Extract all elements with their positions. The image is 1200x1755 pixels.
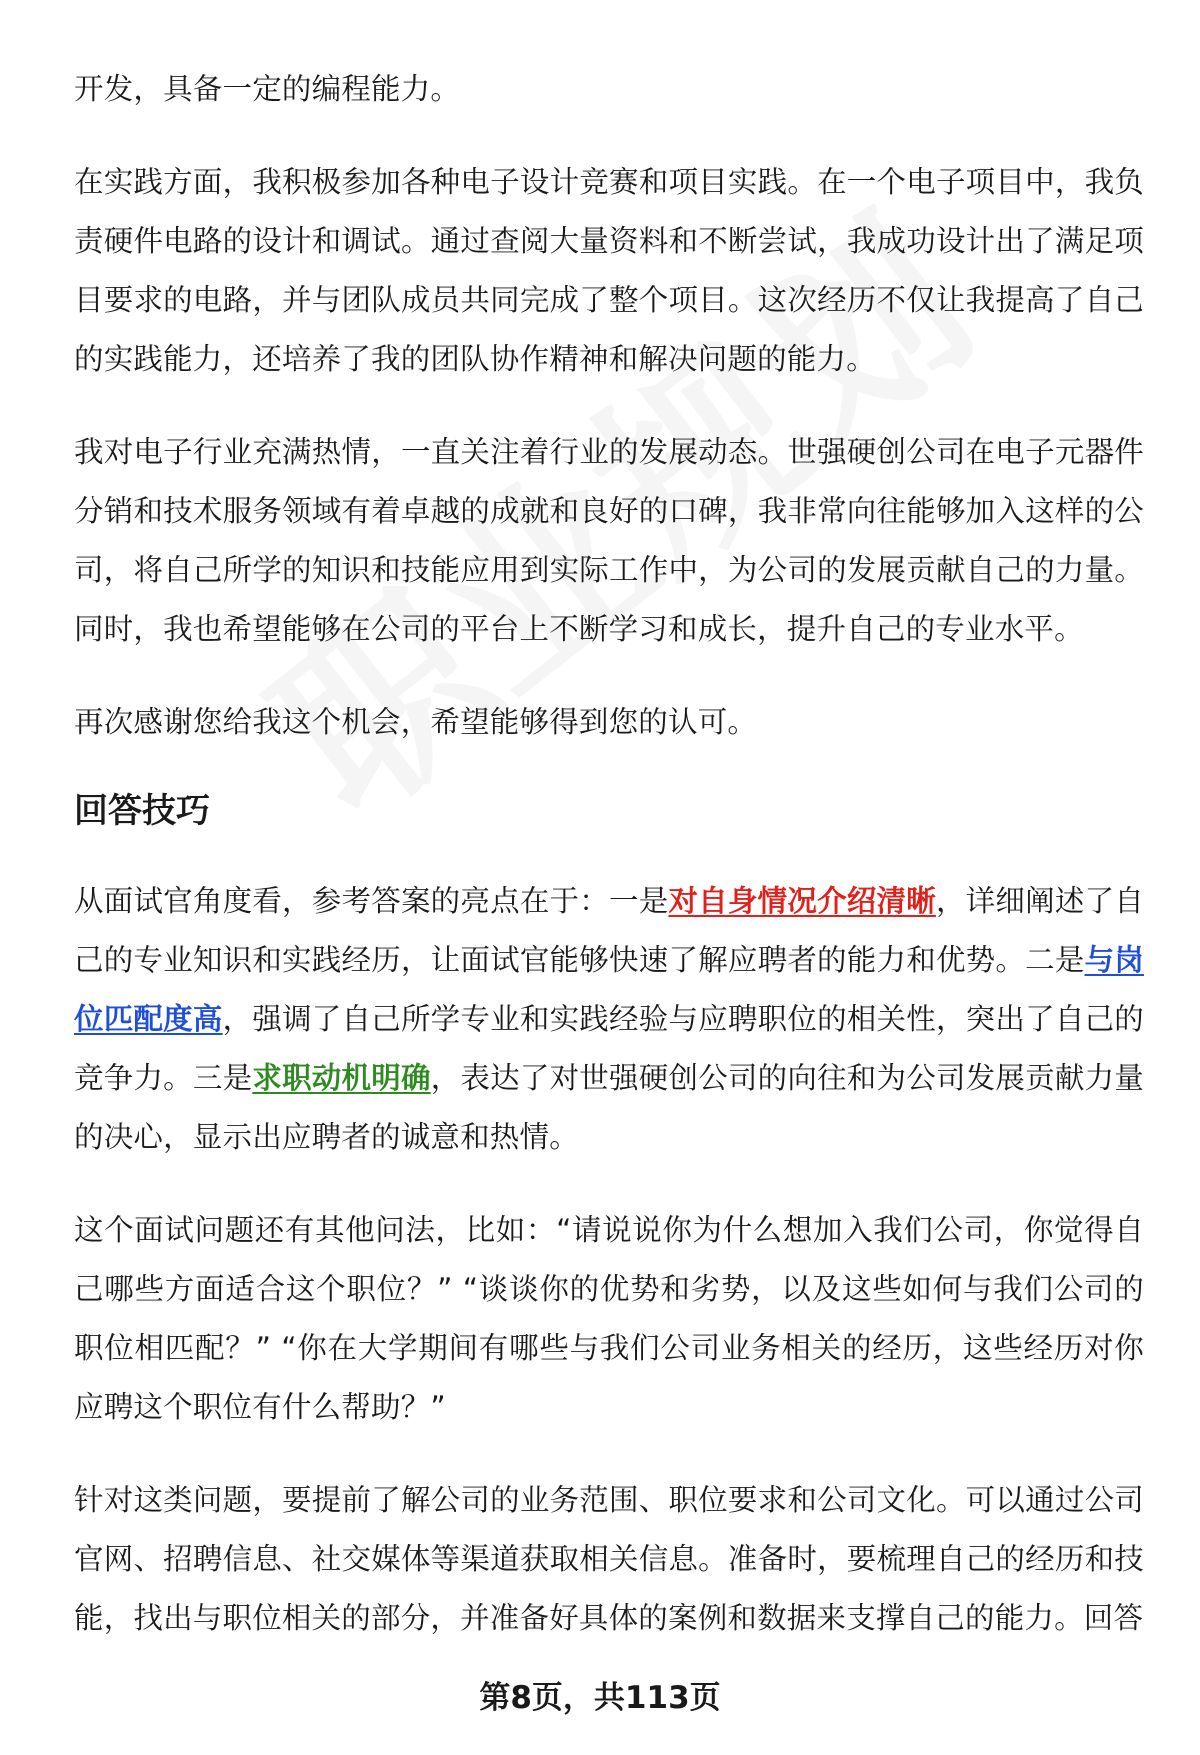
tips-paragraph — [74, 872, 1144, 1167]
tips-text-2: ，详细阐述了自己的专业知识和实践经历，让面试官能够快速了解应聘者的能力和优势。二是 — [74, 884, 1144, 977]
section-heading: 回答技巧 — [74, 791, 210, 831]
paragraph-4: 再次感谢您给我这个机会，希望能够得到您的认可。 — [74, 705, 758, 739]
highlight-green: 求职动机明确 — [252, 1061, 431, 1095]
paragraph-1: 开发，具备一定的编程能力。 — [74, 72, 461, 106]
paragraph-2: 在实践方面，我积极参加各种电子设计竞赛和项目实践。在一个电子项目中，我负责硬件电路的设计和调试。通过查阅大量资料和不断尝试，我成功设计出了满足项目要求的电路，并与团队成员共同完成了整个项目。这次经历不仅让我提高了自己的实践能力，还培养了我的团队协作精神和解决问题的能力。 — [74, 165, 1144, 376]
page-number-footer: 第8页，共113页 — [479, 1680, 721, 1716]
paragraph-alt-questions: 这个面试问题还有其他问法，比如：“请说说你为什么想加入我们公司，你觉得自己哪些方面适合这个职位？” “谈谈你的优势和劣势，以及这些如何与我们公司的职位相匹配？” “你在大学期间有哪些与我们公司业务相关的经历，这些经历对你应聘这个职位有什么帮助？” — [74, 1213, 1144, 1424]
tips-text-1: 从面试官角度看，参考答案的亮点在于：一是 — [74, 884, 669, 918]
paragraph-preparation: 针对这类问题，要提前了解公司的业务范围、职位要求和公司文化。可以通过公司官网、招聘信息、社交媒体等渠道获取相关信息。准备时，要梳理自己的经历和技能，找出与职位相关的部分，并准备好具体的案例和数据来支撑自己的能力。回答 — [74, 1483, 1144, 1635]
document-page — [74, 60, 1144, 1682]
paragraph-3: 我对电子行业充满热情，一直关注着行业的发展动态。世强硬创公司在电子元器件分销和技术服务领域有着卓越的成就和良好的口碑，我非常向往能够加入这样的公司，将自己所学的知识和技能应用到实际工作中，为公司的发展贡献自己的力量。同时，我也希望能够在公司的平台上不断学习和成长，提升自己的专业水平。 — [74, 435, 1144, 646]
highlight-blue: 与岗位匹配度高 — [74, 943, 1144, 1036]
tips-text-4: ，表达了对世强硬创公司的向往和为公司发展贡献力量的决心，显示出应聘者的诚意和热情。 — [74, 1061, 1145, 1154]
tips-text-3: ，强调了自己所学专业和实践经验与应聘职位的相关性，突出了自己的竞争力。三是 — [74, 1002, 1144, 1095]
highlight-red: 对自身情况介绍清晰 — [668, 884, 936, 918]
